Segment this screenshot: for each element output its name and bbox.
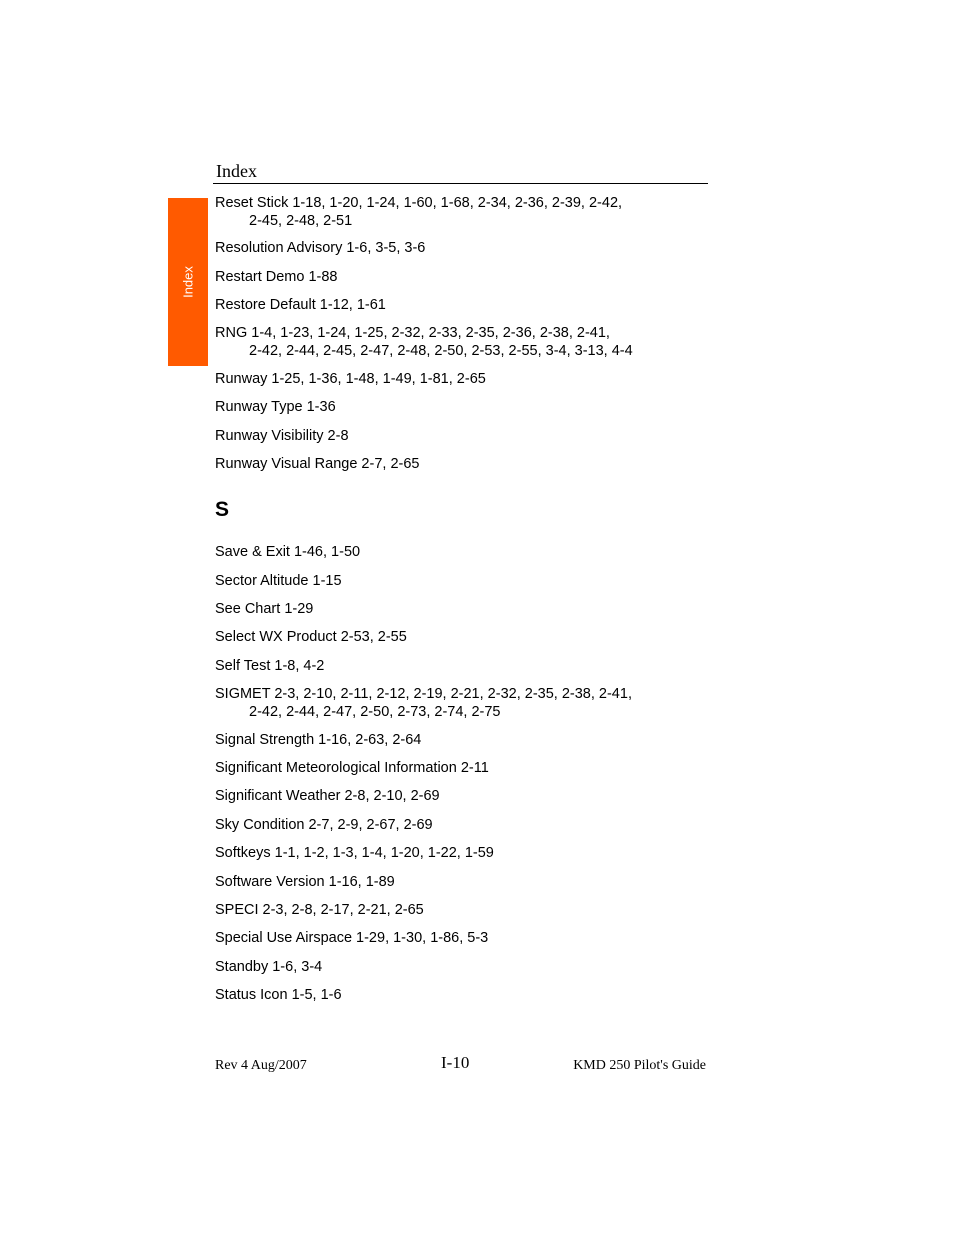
index-entry: Reset Stick 1-18, 1-20, 1-24, 1-60, 1-68, 2-34, 2-36, 2-39, 2-42, 2-45, 2-48, 2-51 xyxy=(215,195,623,229)
index-entry: Runway Visibility 2-8 xyxy=(215,428,349,444)
index-entry: SIGMET 2-3, 2-10, 2-11, 2-12, 2-19, 2-21, 2-32, 2-35, 2-38, 2-41, 2-42, 2-44, 2-47, 2-50, 2-73, 2-74, 2-75 xyxy=(215,686,632,720)
index-entry: Restore Default 1-12, 1-61 xyxy=(215,297,386,313)
footer-page-number: I-10 xyxy=(441,1053,470,1072)
index-entry: Significant Weather 2-8, 2-10, 2-69 xyxy=(215,788,440,804)
footer-guide-title: KMD 250 Pilot's Guide xyxy=(573,1058,706,1073)
index-entry: SPECI 2-3, 2-8, 2-17, 2-21, 2-65 xyxy=(215,902,424,918)
index-side-tab xyxy=(168,198,208,366)
index-entry: Standby 1-6, 3-4 xyxy=(215,959,323,975)
header-rule xyxy=(213,183,708,184)
footer-revision: Rev 4 Aug/2007 xyxy=(215,1058,307,1073)
index-entry: Runway Visual Range 2-7, 2-65 xyxy=(215,456,420,472)
index-entry: Significant Meteorological Information 2-11 xyxy=(215,760,489,776)
index-entry: Resolution Advisory 1-6, 3-5, 3-6 xyxy=(215,240,426,256)
index-entry: RNG 1-4, 1-23, 1-24, 1-25, 2-32, 2-33, 2-35, 2-36, 2-38, 2-41, 2-42, 2-44, 2-45, 2-47, 2-48, 2-50, 2-53, 2-55, 3-4, 3-13, 4-4 xyxy=(215,325,633,359)
index-entry: Self Test 1-8, 4-2 xyxy=(215,658,325,674)
letter-heading: S xyxy=(215,498,230,521)
index-entry: Softkeys 1-1, 1-2, 1-3, 1-4, 1-20, 1-22, 1-59 xyxy=(215,845,494,861)
page-header-title: Index xyxy=(216,161,257,181)
index-entry: Sky Condition 2-7, 2-9, 2-67, 2-69 xyxy=(215,817,433,833)
index-entry: Software Version 1-16, 1-89 xyxy=(215,874,395,890)
index-entry: Status Icon 1-5, 1-6 xyxy=(215,987,342,1003)
index-entry: Signal Strength 1-16, 2-63, 2-64 xyxy=(215,732,422,748)
index-entry: Runway 1-25, 1-36, 1-48, 1-49, 1-81, 2-65 xyxy=(215,371,486,387)
side-tab-label: Index xyxy=(180,266,196,298)
index-entry: Runway Type 1-36 xyxy=(215,399,336,415)
index-entry: Save & Exit 1-46, 1-50 xyxy=(215,544,361,560)
index-entry: Restart Demo 1-88 xyxy=(215,269,338,285)
index-entry: See Chart 1-29 xyxy=(215,601,314,617)
index-entry: Sector Altitude 1-15 xyxy=(215,573,342,589)
index-entry: Special Use Airspace 1-29, 1-30, 1-86, 5-3 xyxy=(215,930,489,946)
index-entry: Select WX Product 2-53, 2-55 xyxy=(215,629,407,645)
